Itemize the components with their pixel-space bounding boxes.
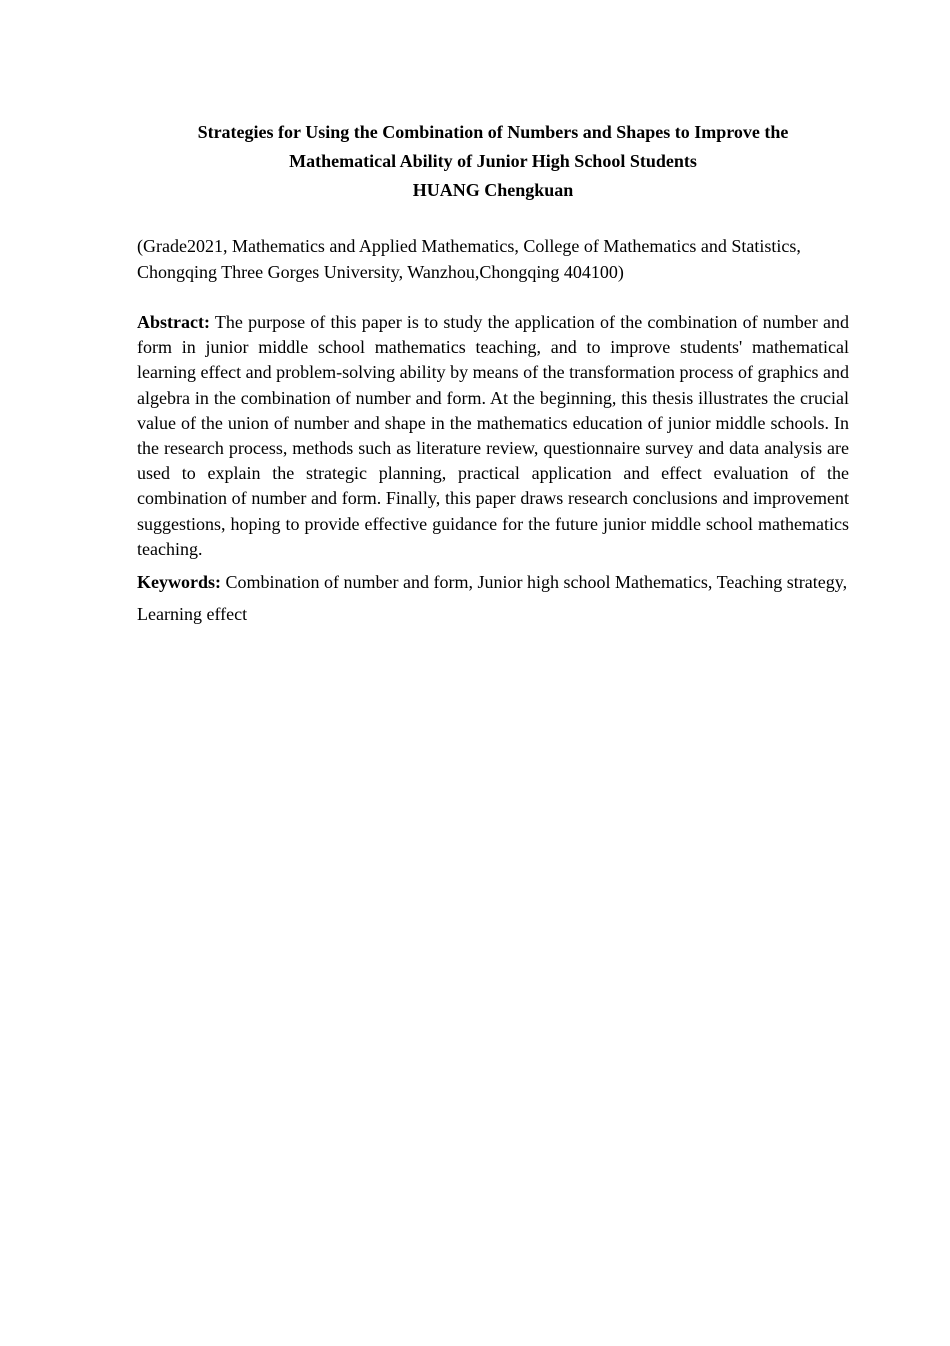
abstract-paragraph <box>137 310 849 562</box>
abstract-label: Abstract: <box>137 312 210 332</box>
keywords-text: Combination of number and form, Junior high school Mathematics, Teaching strategy, Learning effect <box>137 572 848 625</box>
paper-title <box>137 118 849 176</box>
keywords-paragraph <box>137 566 849 630</box>
keywords-label: Keywords: <box>137 572 221 593</box>
paper-page <box>137 118 849 630</box>
paper-title-line-1: Strategies for Using the Combination of Numbers and Shapes to Improve the <box>197 122 789 142</box>
abstract-text: The purpose of this paper is to study the application of the combination of number and form in junior middle school mathematics teaching, and to improve students' mathematical learning effect and problem-solving ability by means of the transformation process of graphics and algebra in the combination of number and form. At the beginning, this thesis illustrates the crucial value of the union of number and shape in the mathematics education of junior middle schools. In the research process, methods such as literature review, questionnaire survey and data analysis are used to explain the strategic planning, practical application and effect evaluation of the combination of number and form. Finally, this paper draws research conclusions and improvement suggestions, hoping to provide effective guidance for the future junior middle school mathematics teaching. <box>137 312 849 559</box>
author-affiliation: (Grade2021, Mathematics and Applied Mathematics, College of Mathematics and Statistics, Chongqing Three Gorges University, Wanzhou,Chongqing 404100) <box>137 236 801 282</box>
author-name: HUANG Chengkuan <box>412 180 574 200</box>
paper-title-line-2: Mathematical Ability of Junior High School Students <box>289 151 697 171</box>
